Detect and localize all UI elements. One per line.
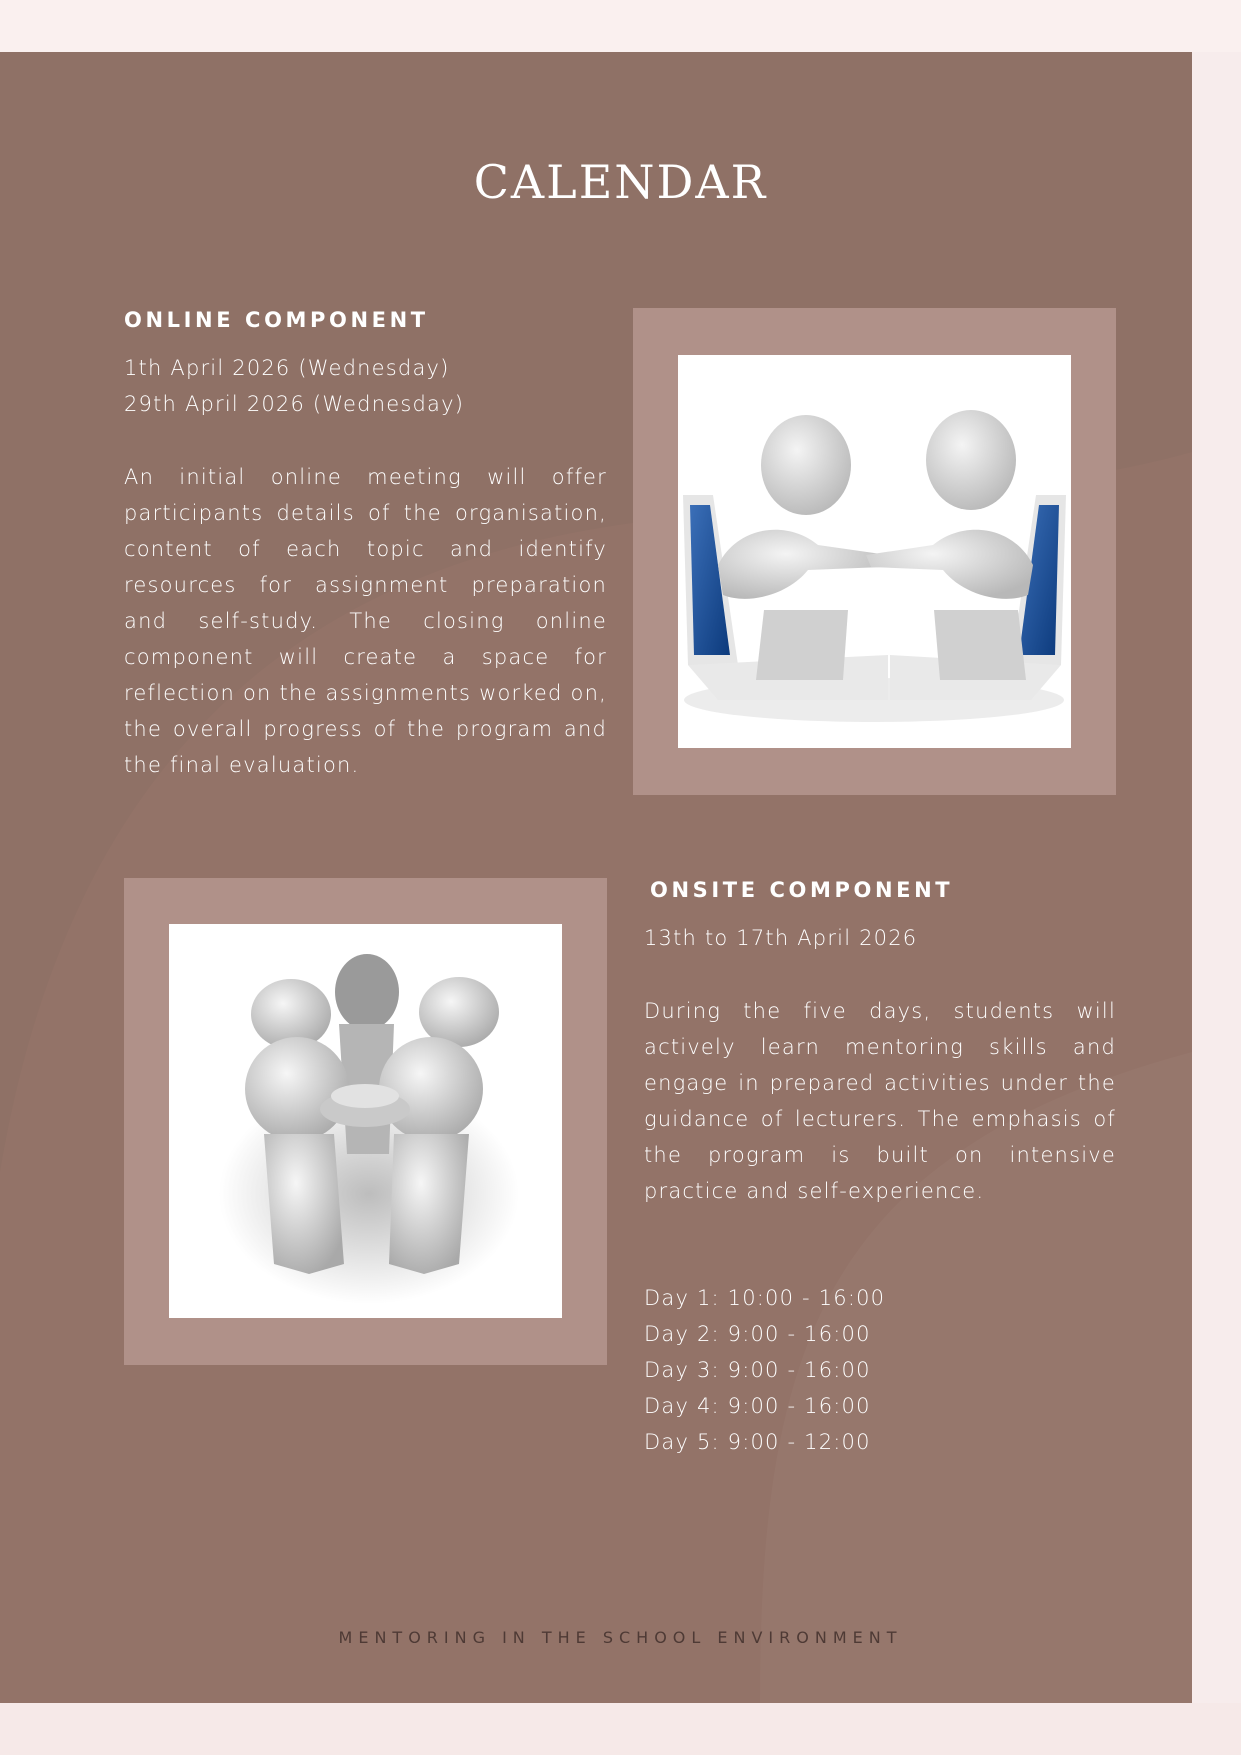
page-bottom-margin	[0, 1703, 1241, 1755]
handshake-laptops-image	[678, 355, 1071, 748]
page-top-margin	[0, 0, 1241, 52]
page-title: CALENDAR	[473, 155, 768, 209]
schedule-day-5: Day 5: 9:00 - 12:00	[644, 1430, 871, 1454]
schedule-day-4: Day 4: 9:00 - 16:00	[644, 1394, 871, 1418]
online-image-frame	[633, 308, 1116, 795]
team-hands-together-image	[169, 924, 562, 1318]
schedule-day-1: Day 1: 10:00 - 16:00	[644, 1286, 886, 1310]
online-description: An initial online meeting will offer participants details of the organisation, content of each topic and identify resources for assignment preparation and self-study. The closing online component will create a space for reflection on the assignments worked on, the overall progress of the program and the final evaluation.	[124, 465, 607, 777]
schedule-day-2: Day 2: 9:00 - 16:00	[644, 1322, 871, 1346]
online-component-heading: ONLINE COMPONENT	[124, 308, 429, 332]
online-date-1: 1th April 2026 (Wednesday)	[124, 356, 450, 380]
onsite-component-heading: ONSITE COMPONENT	[650, 878, 954, 902]
onsite-description: During the five days, students will actively learn mentoring skills and engage in prepared activities under the guidance of lecturers. The emphasis of the program is built on intensive practice and self-experience.	[644, 999, 1116, 1203]
onsite-image-frame	[124, 878, 607, 1365]
schedule-day-3: Day 3: 9:00 - 16:00	[644, 1358, 871, 1382]
onsite-dates: 13th to 17th April 2026	[644, 926, 918, 950]
footer-text: MENTORING IN THE SCHOOL ENVIRONMENT	[338, 1628, 903, 1647]
online-date-2: 29th April 2026 (Wednesday)	[124, 392, 465, 416]
